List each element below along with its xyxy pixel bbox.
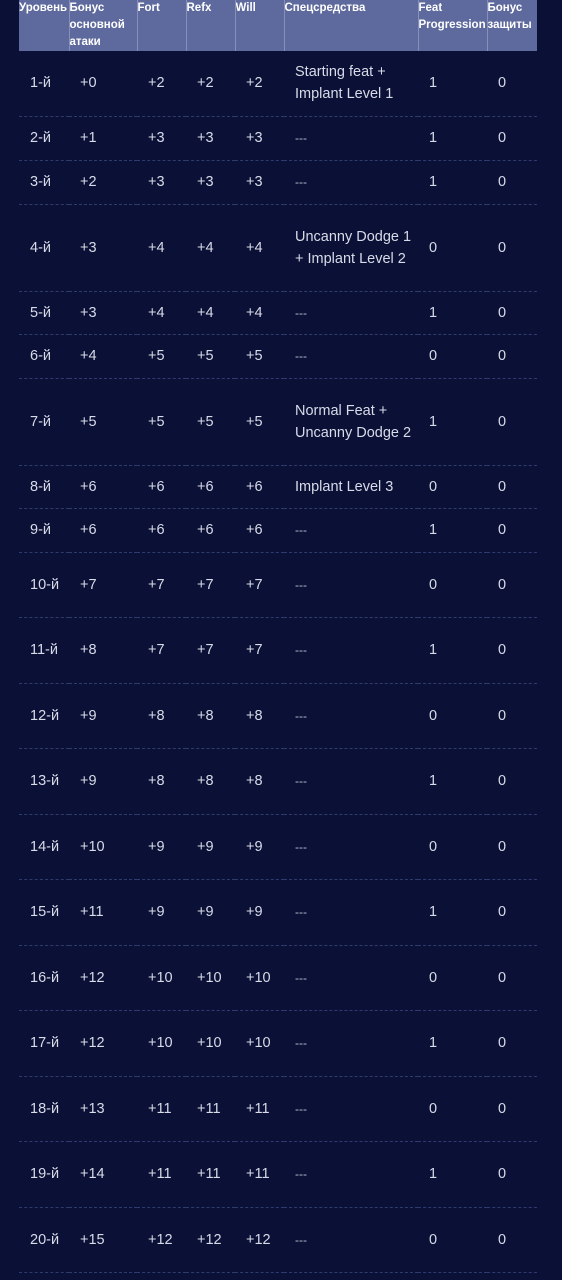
cell-refx: +8 — [186, 683, 235, 748]
cell-refx: +8 — [186, 748, 235, 814]
cell-bab: +6 — [69, 465, 137, 508]
cell-feat: 1 — [418, 508, 487, 552]
table-row — [19, 814, 537, 879]
cell-special: --- — [284, 683, 418, 748]
cell-bonus: 0 — [487, 1076, 537, 1141]
cell-fort: +7 — [137, 552, 186, 617]
cell-feat: 0 — [418, 683, 487, 748]
cell-bab: +3 — [69, 291, 137, 334]
header-feat: Feat Progression — [418, 0, 487, 51]
cell-refx: +4 — [186, 204, 235, 291]
cell-will: +11 — [235, 1141, 284, 1207]
cell-will: +9 — [235, 814, 284, 879]
table-row — [19, 465, 537, 508]
cell-level: 5-й — [19, 291, 69, 334]
cell-bonus: 0 — [487, 1141, 537, 1207]
table-row — [19, 552, 537, 617]
cell-fort: +10 — [137, 945, 186, 1010]
table-row — [19, 1076, 537, 1141]
cell-fort: +10 — [137, 1010, 186, 1076]
table-row — [19, 508, 537, 552]
cell-fort: +3 — [137, 116, 186, 160]
cell-special: --- — [284, 748, 418, 814]
cell-will: +4 — [235, 291, 284, 334]
cell-will: +5 — [235, 334, 284, 378]
cell-bab: +3 — [69, 204, 137, 291]
cell-bonus: 0 — [487, 683, 537, 748]
header-will: Will — [235, 0, 284, 51]
cell-fort: +9 — [137, 814, 186, 879]
cell-bonus: 0 — [487, 748, 537, 814]
cell-feat: 0 — [418, 945, 487, 1010]
cell-feat: 1 — [418, 748, 487, 814]
cell-will: +2 — [235, 51, 284, 116]
table-row — [19, 748, 537, 814]
cell-refx: +6 — [186, 508, 235, 552]
cell-feat: 1 — [418, 291, 487, 334]
cell-bonus: 0 — [487, 160, 537, 204]
cell-fort: +8 — [137, 748, 186, 814]
cell-will: +7 — [235, 552, 284, 617]
cell-bonus: 0 — [487, 552, 537, 617]
cell-level: 2-й — [19, 116, 69, 160]
cell-bonus: 0 — [487, 879, 537, 945]
cell-level: 18-й — [19, 1076, 69, 1141]
cell-refx: +5 — [186, 334, 235, 378]
cell-bab: +10 — [69, 814, 137, 879]
cell-fort: +8 — [137, 683, 186, 748]
cell-special: --- — [284, 617, 418, 683]
cell-bonus: 0 — [487, 116, 537, 160]
cell-fort: +2 — [137, 51, 186, 116]
table-row — [19, 879, 537, 945]
cell-will: +11 — [235, 1076, 284, 1141]
cell-bonus: 0 — [487, 617, 537, 683]
cell-special: Implant Level 3 — [284, 465, 418, 508]
cell-special: --- — [284, 945, 418, 1010]
cell-bab: +8 — [69, 617, 137, 683]
table-row — [19, 1010, 537, 1076]
cell-feat: 1 — [418, 617, 487, 683]
cell-will: +5 — [235, 378, 284, 465]
cell-feat: 0 — [418, 334, 487, 378]
cell-level: 9-й — [19, 508, 69, 552]
cell-bonus: 0 — [487, 291, 537, 334]
table-row — [19, 378, 537, 465]
cell-will: +10 — [235, 945, 284, 1010]
cell-level: 4-й — [19, 204, 69, 291]
cell-bab: +4 — [69, 334, 137, 378]
cell-refx: +12 — [186, 1207, 235, 1272]
cell-will: +4 — [235, 204, 284, 291]
cell-special: --- — [284, 1207, 418, 1272]
cell-special: Uncanny Dodge 1 + Implant Level 2 — [284, 204, 418, 291]
cell-will: +10 — [235, 1010, 284, 1076]
cell-bab: +11 — [69, 879, 137, 945]
header-row — [19, 0, 537, 51]
cell-fort: +5 — [137, 378, 186, 465]
cell-bab: +7 — [69, 552, 137, 617]
cell-level: 10-й — [19, 552, 69, 617]
cell-fort: +11 — [137, 1141, 186, 1207]
cell-will: +7 — [235, 617, 284, 683]
cell-refx: +9 — [186, 814, 235, 879]
header-special: Спецсредства — [284, 0, 418, 51]
cell-fort: +6 — [137, 508, 186, 552]
cell-bab: +13 — [69, 1076, 137, 1141]
cell-feat: 0 — [418, 465, 487, 508]
cell-bab: +12 — [69, 945, 137, 1010]
cell-feat: 0 — [418, 814, 487, 879]
cell-level: 3-й — [19, 160, 69, 204]
cell-refx: +7 — [186, 552, 235, 617]
cell-will: +3 — [235, 160, 284, 204]
cell-will: +8 — [235, 748, 284, 814]
cell-special: --- — [284, 160, 418, 204]
cell-refx: +2 — [186, 51, 235, 116]
cell-refx: +9 — [186, 879, 235, 945]
cell-feat: 0 — [418, 204, 487, 291]
table-header — [19, 0, 537, 51]
cell-feat: 1 — [418, 1010, 487, 1076]
cell-special: Starting feat + Implant Level 1 — [284, 51, 418, 116]
cell-will: +3 — [235, 116, 284, 160]
table-row — [19, 291, 537, 334]
header-level: Уровень — [19, 0, 69, 51]
cell-refx: +7 — [186, 617, 235, 683]
cell-level: 8-й — [19, 465, 69, 508]
table-row — [19, 160, 537, 204]
table-row — [19, 116, 537, 160]
cell-fort: +11 — [137, 1076, 186, 1141]
progression-table-wrapper — [19, 0, 537, 1273]
cell-level: 1-й — [19, 51, 69, 116]
cell-feat: 1 — [418, 879, 487, 945]
cell-refx: +11 — [186, 1076, 235, 1141]
cell-fort: +12 — [137, 1207, 186, 1272]
cell-fort: +9 — [137, 879, 186, 945]
header-fort: Fort — [137, 0, 186, 51]
cell-will: +6 — [235, 508, 284, 552]
cell-feat: 1 — [418, 378, 487, 465]
cell-feat: 0 — [418, 552, 487, 617]
cell-refx: +11 — [186, 1141, 235, 1207]
cell-bab: +12 — [69, 1010, 137, 1076]
cell-bab: +1 — [69, 116, 137, 160]
cell-bab: +9 — [69, 748, 137, 814]
cell-refx: +4 — [186, 291, 235, 334]
cell-feat: 1 — [418, 160, 487, 204]
header-refx: Refx — [186, 0, 235, 51]
header-bonus: Бонус защиты — [487, 0, 537, 51]
cell-bonus: 0 — [487, 1207, 537, 1272]
cell-will: +6 — [235, 465, 284, 508]
cell-refx: +3 — [186, 160, 235, 204]
cell-special: Normal Feat + Uncanny Dodge 2 — [284, 378, 418, 465]
table-row — [19, 334, 537, 378]
cell-special: --- — [284, 552, 418, 617]
table-row — [19, 204, 537, 291]
cell-will: +9 — [235, 879, 284, 945]
cell-refx: +6 — [186, 465, 235, 508]
table-body — [19, 51, 537, 1272]
cell-fort: +6 — [137, 465, 186, 508]
cell-special: --- — [284, 508, 418, 552]
cell-fort: +4 — [137, 291, 186, 334]
table-row — [19, 945, 537, 1010]
table-row — [19, 1141, 537, 1207]
cell-bab: +5 — [69, 378, 137, 465]
cell-feat: 1 — [418, 51, 487, 116]
cell-level: 6-й — [19, 334, 69, 378]
cell-bab: +14 — [69, 1141, 137, 1207]
cell-bab: +15 — [69, 1207, 137, 1272]
class-progression-table — [19, 0, 537, 1273]
cell-feat: 0 — [418, 1076, 487, 1141]
cell-bab: +9 — [69, 683, 137, 748]
cell-bab: +0 — [69, 51, 137, 116]
cell-bonus: 0 — [487, 508, 537, 552]
cell-bonus: 0 — [487, 465, 537, 508]
table-row — [19, 617, 537, 683]
cell-level: 19-й — [19, 1141, 69, 1207]
cell-level: 12-й — [19, 683, 69, 748]
cell-fort: +3 — [137, 160, 186, 204]
cell-bonus: 0 — [487, 814, 537, 879]
cell-level: 14-й — [19, 814, 69, 879]
cell-level: 11-й — [19, 617, 69, 683]
cell-bonus: 0 — [487, 334, 537, 378]
cell-level: 7-й — [19, 378, 69, 465]
cell-special: --- — [284, 116, 418, 160]
cell-refx: +10 — [186, 1010, 235, 1076]
cell-will: +12 — [235, 1207, 284, 1272]
cell-level: 20-й — [19, 1207, 69, 1272]
cell-bonus: 0 — [487, 51, 537, 116]
cell-fort: +5 — [137, 334, 186, 378]
table-row — [19, 683, 537, 748]
cell-special: --- — [284, 879, 418, 945]
cell-will: +8 — [235, 683, 284, 748]
cell-bonus: 0 — [487, 1010, 537, 1076]
cell-special: --- — [284, 291, 418, 334]
cell-special: --- — [284, 334, 418, 378]
cell-refx: +10 — [186, 945, 235, 1010]
table-row — [19, 51, 537, 116]
cell-special: --- — [284, 1076, 418, 1141]
cell-bab: +2 — [69, 160, 137, 204]
table-row — [19, 1207, 537, 1272]
cell-level: 15-й — [19, 879, 69, 945]
cell-special: --- — [284, 1010, 418, 1076]
cell-feat: 1 — [418, 1141, 487, 1207]
cell-fort: +4 — [137, 204, 186, 291]
cell-feat: 0 — [418, 1207, 487, 1272]
header-bab: Бонус основной атаки — [69, 0, 137, 51]
cell-feat: 1 — [418, 116, 487, 160]
cell-bonus: 0 — [487, 378, 537, 465]
cell-refx: +3 — [186, 116, 235, 160]
cell-fort: +7 — [137, 617, 186, 683]
cell-level: 16-й — [19, 945, 69, 1010]
cell-bonus: 0 — [487, 204, 537, 291]
cell-special: --- — [284, 814, 418, 879]
cell-bonus: 0 — [487, 945, 537, 1010]
cell-level: 13-й — [19, 748, 69, 814]
cell-level: 17-й — [19, 1010, 69, 1076]
cell-refx: +5 — [186, 378, 235, 465]
cell-special: --- — [284, 1141, 418, 1207]
cell-bab: +6 — [69, 508, 137, 552]
